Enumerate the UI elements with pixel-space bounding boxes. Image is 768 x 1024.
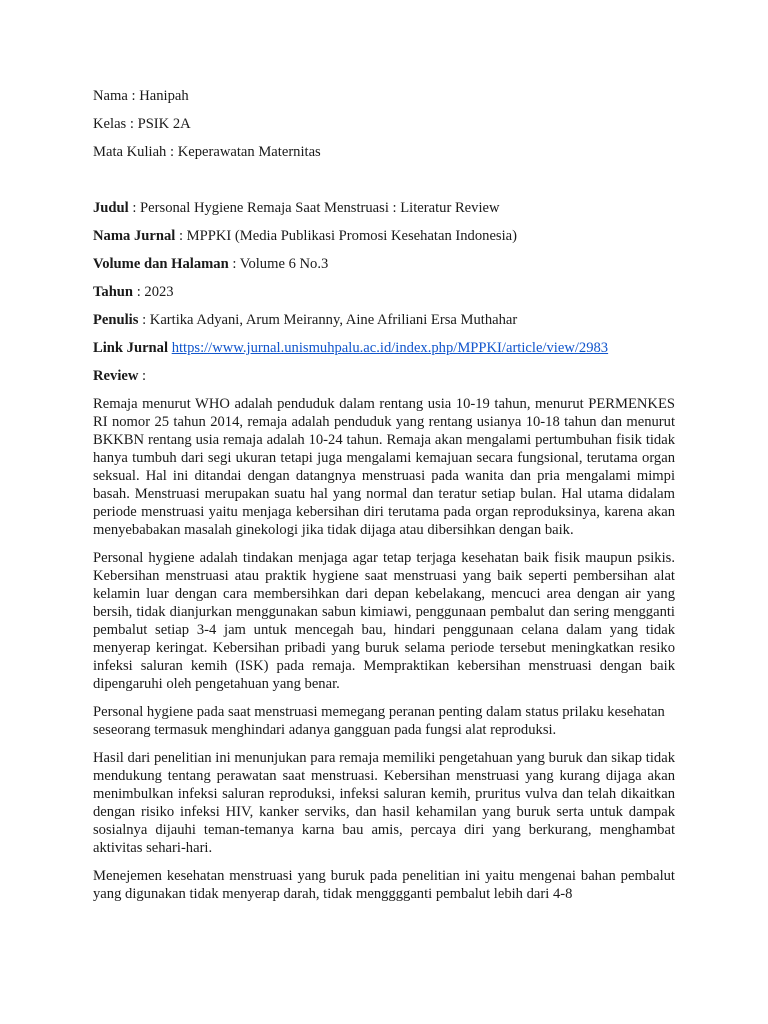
penulis-value: : Kartika Adyani, Arum Meiranny, Aine Afriliani Ersa Muthahar bbox=[138, 312, 518, 328]
journal-name-line bbox=[93, 227, 675, 245]
student-class: Kelas : PSIK 2A bbox=[93, 116, 191, 132]
judul-value: : Personal Hygiene Remaja Saat Menstruasi : Literatur Review bbox=[128, 200, 500, 216]
year-line bbox=[93, 283, 675, 301]
course-name: Mata Kuliah : Keperawatan Maternitas bbox=[93, 144, 321, 160]
authors-line bbox=[93, 311, 675, 329]
penulis-label: Penulis bbox=[93, 312, 139, 328]
volume-line bbox=[93, 255, 675, 273]
jurnal-label: Nama Jurnal bbox=[93, 228, 176, 244]
review-colon: : bbox=[138, 368, 147, 384]
review-heading bbox=[93, 367, 675, 385]
student-name: Nama : Hanipah bbox=[93, 88, 189, 104]
journal-title-line bbox=[93, 199, 675, 217]
review-paragraph-5: Menejemen kesehatan menstruasi yang buruk pada penelitian ini yaitu mengenai bahan pembalut yang digunakan tidak menyerap darah, tidak mengggganti pembalut lebih dari 4-8 bbox=[93, 868, 675, 902]
volume-value: : Volume 6 No.3 bbox=[228, 256, 329, 272]
review-paragraph-1: Remaja menurut WHO adalah penduduk dalam rentang usia 10-19 tahun, menurut PERMENKES RI nomor 25 tahun 2014, remaja adalah penduduk yang rentang usianya 10-18 tahun dan menurut BKKBN rentang usia remaja adalah 10-24 tahun. Remaja akan mengalami pertumbuhan fisik tidak hanya tumbuh dari segi ukuran tetapi juga mengalami kemajuan secara fungsional, terutama organ seksual. Hal ini ditandai dengan datangnya menstruasi pada wanita dan pria mengalami mimpi basah. Menstruasi merupakan suatu hal yang normal dan teratur setiap bulan. Hal utama didalam periode menstruasi yaitu menjaga kebersihan diri terutama pada organ reproduksinya, karena akan menyebabakan masalah ginekologi jika tidak dijaga atau dibersihkan dengan baik. bbox=[93, 396, 675, 538]
document-body bbox=[93, 87, 675, 913]
link-label: Link Jurnal bbox=[93, 340, 169, 356]
jurnal-value: : MPPKI (Media Publikasi Promosi Kesehatan Indonesia) bbox=[175, 228, 517, 244]
tahun-value: : 2023 bbox=[133, 284, 174, 300]
journal-link-line bbox=[93, 339, 675, 357]
review-paragraph-2: Personal hygiene adalah tindakan menjaga agar tetap terjaga kesehatan baik fisik maupun psikis. Kebersihan menstruasi atau praktik hygiene saat menstruasi yang baik seperti pembersihan alat kelamin luar dengan cara membersihkan dari depan kebelakang, mencuci area dengan air yang bersih, tidak dianjurkan menggunakan sabun kimiawi, penggunaan pembalut dan sering mengganti pembalut setiap 3-4 jam untuk mencegah bau, hindari penggunaan celana dalam yang tidak menyerap keringat. Kebersihan pribadi yang buruk selama periode tersebut meningkatkan resiko infeksi saluran kemih (ISK) pada remaja. Mempraktikan kebersihan menstruasi dengan baik dipengaruhi oleh pengetahuan yang benar. bbox=[93, 550, 675, 692]
judul-label: Judul bbox=[93, 200, 129, 216]
review-label: Review bbox=[93, 368, 139, 384]
review-paragraph-4: Hasil dari penelitian ini menunjukan para remaja memiliki pengetahuan yang buruk dan sikap tidak mendukung tentang perawatan saat menstruasi. Kebersihan menstruasi yang kurang dijaga akan menimbulkan infeksi saluran reproduksi, infeksi saluran kemih, pruritus vulva dan telah dikaitkan dengan risiko infeksi HIV, kanker serviks, dan hasil kehamilan yang buruk serta untuk dampak sosialnya dijauhi teman-temanya karna bau amis, percaya diri yang berkurang, menghambat aktivitas sehari-hari. bbox=[93, 750, 675, 856]
volume-label: Volume dan Halaman bbox=[93, 256, 229, 272]
tahun-label: Tahun bbox=[93, 284, 134, 300]
review-paragraph-3: Personal hygiene pada saat menstruasi memegang peranan penting dalam status prilaku kesehatan seseorang termasuk menghindari adanya gangguan pada fungsi alat reproduksi. bbox=[93, 704, 665, 738]
journal-link[interactable]: https://www.jurnal.unismuhpalu.ac.id/index.php/MPPKI/article/view/2983 bbox=[171, 340, 609, 356]
